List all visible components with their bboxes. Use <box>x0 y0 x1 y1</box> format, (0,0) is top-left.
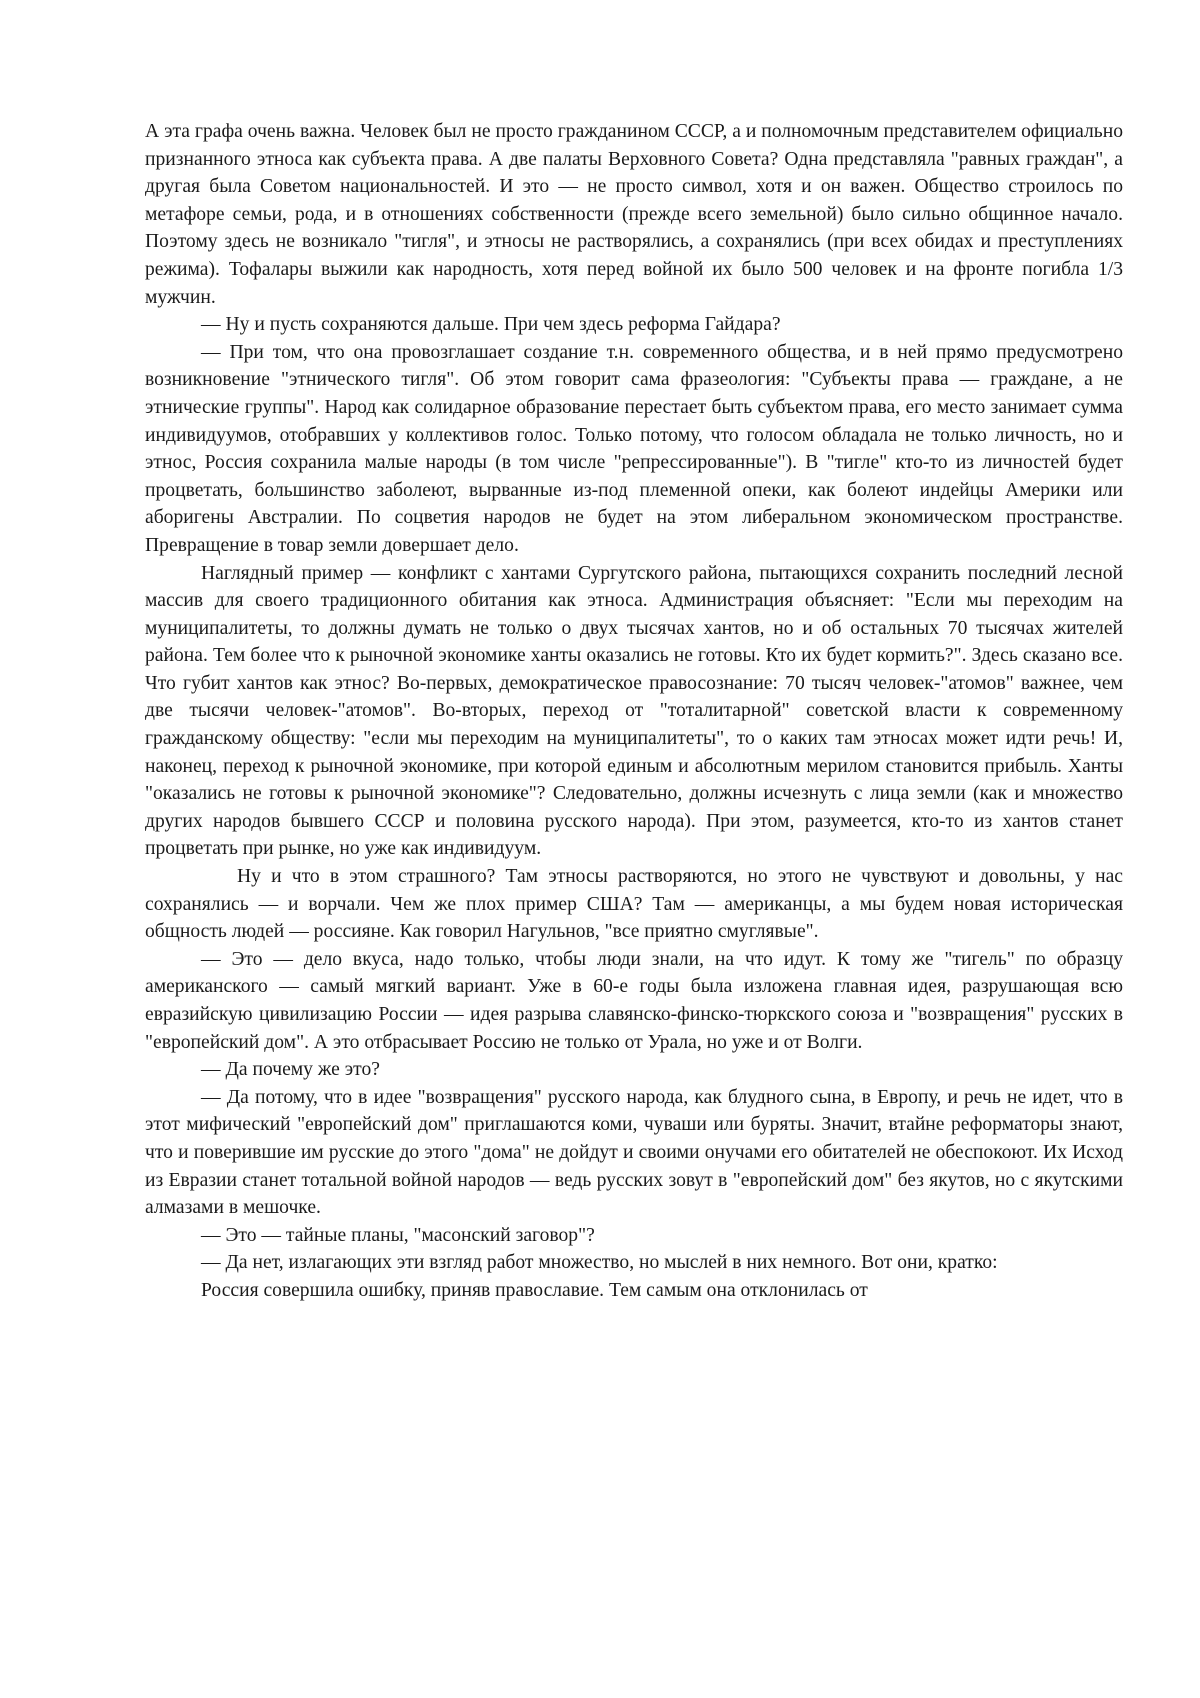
paragraph-3: — При том, что она провозглашает создание т.н. современного общества, и в ней прямо предусмотрено возникновение "этнического тигля". Об этом говорит сама фразеология: "Субъекты права — граждане, а не этнические группы". Народ как солидарное образование перестает быть субъектом права, его место занимает сумма индивидуумов, отобравших у коллективов голос. Только потому, что голосом обладала не только личность, но и этнос, Россия сохранила малые народы (в том числе "репрессированные"). В "тигле" кто-то из личностей будет процветать, большинство заболеют, вырванные из-под племенной опеки, как болеют индейцы Америки или аборигены Австралии. По соцветия народов не будет на этом либеральном экономическом пространстве. Превращение в товар земли довершает дело. <box>145 341 1123 556</box>
paragraph-1: А эта графа очень важна. Человек был не просто гражданином СССР, а и полномочным представителем официально признанного этноса как субъекта права. А две палаты Верховного Совета? Одна представляла "равных граждан", а другая была Советом национальностей. И это — не просто символ, хотя и он важен. Общество строилось по метафоре семьи, рода, и в отношениях собственности (прежде всего земельной) было сильно общинное начало. Поэтому здесь не возникало "тигля", и этносы не растворялись, а сохранялись (при всех обидах и преступлениях режима). Тофалары выжили как народность, хотя перед войной их было 500 человек и на фронте погибла 1/3 мужчин. <box>145 121 1123 308</box>
paragraph-4: Наглядный пример — конфликт с хантами Сургутского района, пытающихся сохранить последний лесной массив для своего традиционного обитания как этноса. Администрация объясняет: "Если мы переходим на муниципалитеты, то должны думать не только о двух тысячах хантов, но и об остальных 70 тысячах жителей района. Тем более что к рыночной экономике ханты оказались не готовы. Кто их будет кормить?". Здесь сказано все. Что губит хантов как этнос? Во-первых, демократическое правосознание: 70 тысяч человек-"атомов" важнее, чем две тысячи человек-"атомов". Во-вторых, переход от "тоталитарной" советской власти к современному гражданскому обществу: "если мы переходим на муниципалитеты", то о каких там этносах может идти речь! И, наконец, переход к рыночной экономике, при которой единым и абсолютным мерилом становится прибыль. Ханты "оказались не готовы к рыночной экономике"? Следовательно, должны исчезнуть с лица земли (как и множество других народов бывшего СССР и половина русского народа). При этом, разумеется, кто-то из хантов станет процветать при рынке, но уже как индивидуум. <box>145 562 1123 860</box>
paragraph-5: Ну и что в этом страшного? Там этносы растворяются, но этого не чувствуют и довольны, у нас сохранялись — и ворчали. Чем же плох пример США? Там — американцы, а мы будем новая историческая общность людей — россияне. Как говорил Нагульнов, "все приятно смуглявые". <box>145 866 1123 943</box>
paragraph-9: — Это — тайные планы, "масонский заговор"? <box>201 1224 595 1246</box>
paragraph-2: — Ну и пусть сохраняются дальше. При чем здесь реформа Гайдара? <box>201 314 781 336</box>
document-body <box>145 118 1123 1305</box>
paragraph-7: — Да почему же это? <box>201 1059 380 1081</box>
paragraph-8: — Да потому, что в идее "возвращения" русского народа, как блудного сына, в Европу, и речь не идет, что в этот мифический "европейский дом" приглашаются коми, чуваши или буряты. Значит, втайне реформаторы знают, что и поверившие им русские до этого "дома" не дойдут и своими онучами его обитателей не обеспокоют. Их Исход из Евразии станет тотальной войной народов — ведь русских зовут в "европейский дом" без якутов, но с якутскими алмазами в мешочке. <box>145 1086 1123 1219</box>
paragraph-11: Россия совершила ошибку, приняв православие. Тем самым она отклонилась от <box>201 1279 868 1301</box>
paragraph-6: — Это — дело вкуса, надо только, чтобы люди знали, на что идут. К тому же "тигель" по образцу американского — самый мягкий вариант. Уже в 60-е годы была изложена главная идея, разрушающая всю евразийскую цивилизацию России — идея разрыва славянско-финско-тюркского союза и "возвращения" русских в "европейский дом". А это отбрасывает Россию не только от Урала, но уже и от Волги. <box>145 948 1123 1053</box>
paragraph-10: — Да нет, излагающих эти взгляд работ множество, но мыслей в них немного. Вот они, кратко: <box>201 1252 998 1274</box>
